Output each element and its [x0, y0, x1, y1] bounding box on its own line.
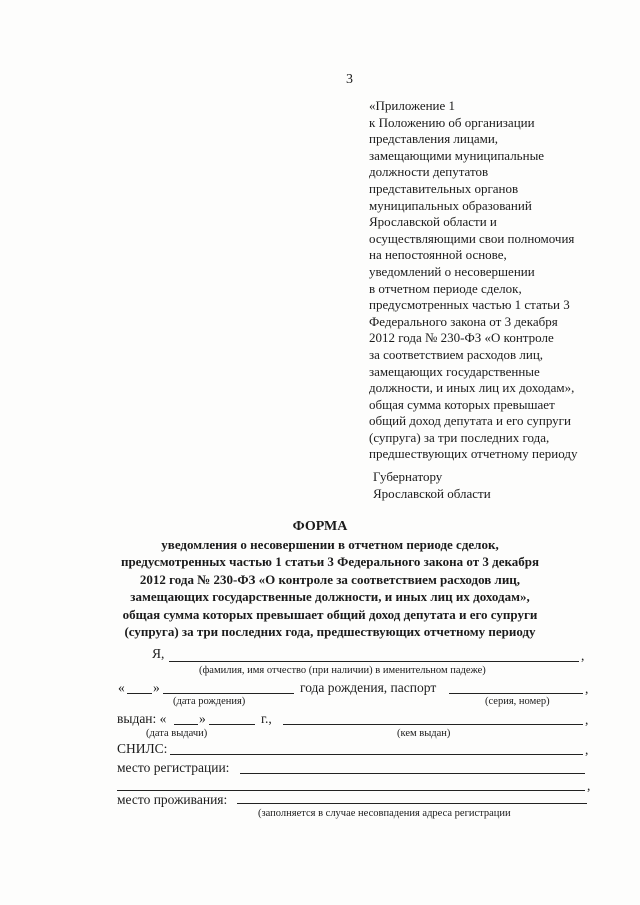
issued-close-quote: »	[199, 711, 206, 726]
birth-passport-label: года рождения, паспорт	[300, 680, 437, 695]
quote-close: »	[153, 680, 160, 695]
appendix-line: на непостоянной основе,	[369, 247, 507, 263]
quote-open: «	[118, 680, 125, 695]
form-subtitle-line: предусмотренных частью 1 статьи 3 Федерального закона от 3 декабря	[120, 554, 540, 570]
appendix-line: Ярославской области и	[369, 214, 497, 230]
residence-hint: (заполняется в случае несовпадения адреса регистрации	[258, 808, 511, 819]
birth-month-year-field[interactable]	[163, 693, 294, 694]
registration-label: место регистрации:	[117, 760, 230, 775]
appendix-line: представления лицами,	[369, 131, 499, 147]
fio-hint: (фамилия, имя отчество (при наличии) в именительном падеже)	[199, 665, 486, 676]
issued-by-field[interactable]	[283, 724, 583, 725]
birth-day-field[interactable]	[127, 693, 152, 694]
registration-field[interactable]	[240, 773, 585, 774]
registration-field-continued[interactable]	[117, 790, 585, 791]
appendix-line: замещающих государственные	[369, 363, 540, 379]
addressee-block	[373, 468, 491, 502]
issued-by-hint: (кем выдан)	[397, 728, 451, 739]
form-subtitle-line: общая сумма которых превышает общий доход депутата и его супруги	[122, 606, 538, 622]
form-subtitle-line: 2012 года № 230-ФЗ «О контроле за соответствием расходов лиц,	[139, 571, 521, 587]
appendix-line: общий доход депутата и его супруги	[369, 413, 571, 429]
passport-hint: (серия, номер)	[485, 696, 550, 707]
appendix-line: предшествующих отчетному периоду	[369, 446, 578, 462]
birth-date-hint: (дата рождения)	[173, 696, 246, 707]
comma: ,	[581, 648, 585, 663]
snils-field[interactable]	[170, 754, 583, 755]
fio-field[interactable]	[169, 661, 579, 662]
residence-field[interactable]	[237, 803, 587, 804]
appendix-line: за соответствием расходов лиц,	[369, 346, 544, 362]
comma: ,	[585, 742, 589, 757]
addressee-line: Губернатору	[373, 469, 443, 484]
form-title: ФОРМА	[292, 519, 348, 534]
form-subtitle-line: замещающих государственные должности, и иных лиц их доходам»,	[130, 589, 530, 605]
appendix-line: (супруга) за три последних года,	[369, 429, 550, 445]
addressee-line: Ярославской области	[373, 486, 491, 501]
appendix-line: должности, и иных лиц их доходам»,	[369, 380, 575, 396]
appendix-line: в отчетном периоде сделок,	[369, 280, 522, 296]
issue-month-field[interactable]	[209, 724, 255, 725]
form-subtitle-line: уведомления о несовершении в отчетном периоде сделок,	[161, 537, 499, 552]
appendix-line: представительных органов	[369, 180, 519, 196]
appendix-line: предусмотренных частью 1 статьи 3	[369, 297, 570, 313]
appendix-line: 2012 года № 230-ФЗ «О контроле	[369, 330, 554, 346]
issue-date-hint: (дата выдачи)	[146, 728, 208, 739]
comma: ,	[587, 778, 591, 793]
issued-label: выдан: «	[117, 711, 167, 726]
snils-label: СНИЛС:	[117, 741, 168, 756]
appendix-line: замещающими муниципальные	[369, 147, 545, 163]
form-subtitle-line: (супруга) за три последних года, предшествующих отчетному периоду	[124, 624, 536, 640]
residence-label: место проживания:	[117, 792, 228, 807]
appendix-line: «Приложение 1	[369, 98, 456, 113]
comma: ,	[585, 712, 589, 727]
ya-label: Я,	[152, 646, 165, 661]
issue-day-field[interactable]	[174, 724, 198, 725]
form-subtitle	[60, 536, 600, 640]
comma: ,	[585, 681, 589, 696]
year-abbrev: г.,	[261, 711, 272, 726]
appendix-line: муниципальных образований	[369, 197, 532, 213]
appendix-line: уведомлений о несовершении	[369, 263, 535, 279]
appendix-line: осуществляющими свои полномочия	[369, 230, 575, 246]
appendix-line: общая сумма которых превышает	[369, 396, 555, 412]
appendix-heading	[369, 98, 629, 463]
appendix-line: Федерального закона от 3 декабря	[369, 313, 558, 329]
appendix-line: должности депутатов	[369, 164, 489, 180]
passport-field[interactable]	[449, 693, 583, 694]
page-number: 3	[346, 72, 353, 87]
appendix-line: к Положению об организации	[369, 114, 535, 130]
